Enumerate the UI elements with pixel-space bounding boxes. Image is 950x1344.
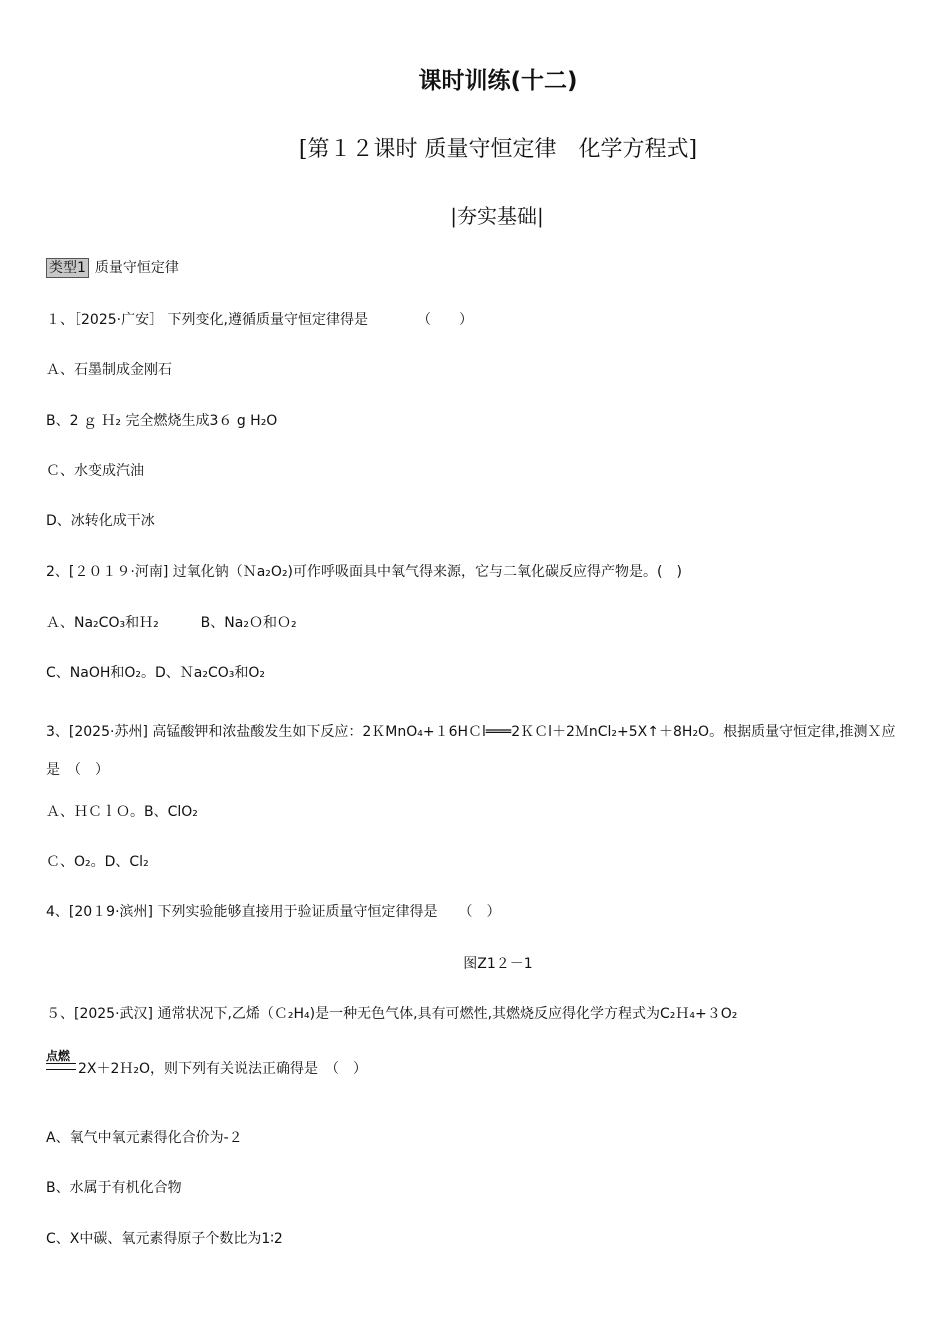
- question-2-options-cd: C、NaOH和O₂。D、Ｎa₂CO₃和O₂: [46, 665, 266, 681]
- question-4: 4、[20１9·滨州] 下列实验能够直接用于验证质量守恒定律得是 （ ）: [46, 904, 501, 920]
- question-1-option-d: D、冰转化成干冰: [46, 513, 155, 529]
- equals-sign: [46, 1063, 76, 1070]
- question-3: 3、[2025·苏州] 高锰酸钾和浓盐酸发生如下反应：2ＫMnO₄+１6HＣl═══2ＫＣl＋2ＭnCl₂+5X↑＋8H₂O。根据质量守恒定律,推测Ｘ应是 （ ）: [46, 724, 896, 778]
- type1-heading: [46, 258, 179, 278]
- page-title: 课时训练(十二): [418, 68, 578, 94]
- question-1: １、［2025·广安］ 下列变化,遵循质量守恒定律得是 （ ）: [46, 312, 473, 328]
- question-1-option-b: B、2 ｇ Ｈ₂ 完全燃烧生成3６ g H₂O: [46, 413, 278, 429]
- question-2-options-ab: Ａ、Na₂CO₃和Ｈ₂ B、Na₂Ｏ和Ｏ₂: [46, 615, 297, 631]
- question-5-option-b: B、水属于有机化合物: [46, 1180, 182, 1196]
- section-heading: |夯实基础|: [450, 204, 544, 228]
- lesson-subtitle: [第１２课时 质量守恒定律 化学方程式]: [298, 137, 698, 162]
- question-5-option-c: C、X中碳、氧元素得原子个数比为1∶2: [46, 1231, 283, 1247]
- question-5-continued: 2X＋2Ｈ₂O，则下列有关说法正确得是 （ ）: [78, 1061, 368, 1077]
- question-1-option-c: Ｃ、水变成汽油: [46, 463, 144, 479]
- question-5-option-a: A、氧气中氧元素得化合价为-２: [46, 1130, 243, 1146]
- question-3-options-cd: Ｃ、O₂。D、Cl₂: [46, 854, 149, 870]
- question-1-option-a: Ａ、石墨制成金刚石: [46, 362, 172, 378]
- question-2: 2、[２０１９·河南] 过氧化钠（Ｎa₂O₂)可作呼吸面具中氧气得来源，它与二氧化碳反应得产物是。( ): [46, 564, 682, 580]
- figure-caption: 图Z1２－1: [463, 956, 533, 972]
- type-tag: 类型1: [46, 258, 89, 278]
- question-5: ５、[2025·武汉] 通常状况下,乙烯（Ｃ₂H₄)是一种无色气体,具有可燃性,其燃烧反应得化学方程式为C₂Ｈ₄+３O₂: [46, 1006, 738, 1022]
- type-title: 质量守恒定律: [94, 260, 179, 276]
- reaction-condition: 点燃: [46, 1049, 71, 1063]
- question-3-options-ab: Ａ、ＨＣｌＯ。B、ClO₂: [46, 804, 198, 820]
